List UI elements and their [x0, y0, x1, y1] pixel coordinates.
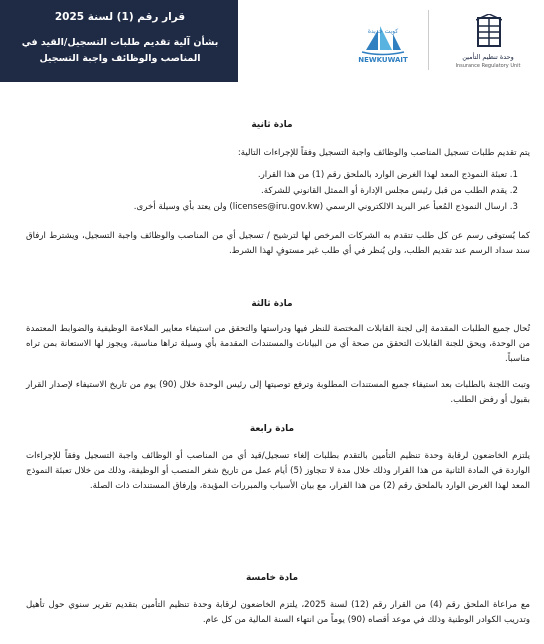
new-kuwait-arabic-label: كويت جديدة — [367, 28, 399, 35]
article-3-paragraph-2: وتبت اللجنة بالطلبات بعد استيفاء جميع المستندات المطلوبة وترفع توصيتها إلى رئيس الوحدة خلال (90) يوم من تاريخ الاستيفاء لإصدار القرار بقبول أو رفض الطلب. — [26, 380, 530, 405]
new-kuwait-english-label: NEWKUWAIT — [358, 56, 408, 64]
iru-english-label: Insurance Regulatory Unit — [455, 63, 521, 69]
article-4-title: مادة رابعة — [249, 424, 295, 434]
article-2-fee-paragraph: كما يُستوفى رسم عن كل طلب تتقدم به الشركات المرخص لها لترشيح / تسجيل أي من المناصب والوظائف واجبة التسجيل، ويشترط ارفاق سند سداد الرسم عند تقديم الطلب، ولن يُنظر في أي طلب غير مستوفٍ لهذا الشرط. — [26, 231, 530, 256]
header-title-bar — [0, 0, 238, 82]
iru-building-logo-icon — [476, 14, 502, 48]
article-5-title: مادة خامسة — [245, 573, 299, 583]
decision-title: قرار رقم (1) لسنة 2025 — [54, 11, 186, 23]
page-header — [0, 0, 544, 82]
article-2-title: مادة ثانية — [251, 120, 293, 130]
article-3-paragraph-1: تُحال جميع الطلبات المقدمة إلى لجنة القابلات المختصة للنظر فيها ودراستها والتحقق من استيفاء معايير الملاءمة الوظيفية والضوابط المعتمدة من الوحدة، ويحق للجنة القابلات التحقق من صحة أي من البيانات والمستندات المقدمة بأي وسيلة تراها مناسبة، ويجوز لها الاستعانة بمن تراه مناسباً. — [26, 324, 530, 364]
article-2-item-3: 3. ارسال النموذج المُعبأ عبر البريد الالكتروني الرسمي (licenses@iru.gov.kw) ولن يعتد بأي وسيلة أخرى. — [133, 202, 518, 212]
decision-subject: بشأن آلية تقديم طلبات التسجيل/القيد في المناصب والوظائف واجبة التسجيل — [21, 37, 219, 64]
article-5-paragraph: مع مراعاة الملحق رقم (4) من القرار رقم (12) لسنة 2025، يلتزم الخاضعون لرقابة وحدة تنظيم التأمين بتقديم تقرير سنوي حول تأهيل وتدريب الكوادر الوطنية وذلك في موعد أقصاه (90) يوماً من انتهاء السنة المالية من كل عام. — [26, 600, 531, 625]
article-2-item-2: 2. يقدم الطلب من قبل رئيس مجلس الإدارة أو الممثل القانوني للشركة. — [261, 186, 518, 196]
article-2-intro: يتم تقديم طلبات تسجيل المناصب والوظائف واجبة التسجيل وفقاً للإجراءات التالية: — [237, 148, 530, 158]
article-2-item-1: 1. تعبئة النموذج المعد لهذا الغرض الوارد بالملحق رقم (1) من هذا القرار. — [257, 170, 518, 180]
logo-divider — [428, 10, 429, 70]
article-4-paragraph: يلتزم الخاضعون لرقابة وحدة تنظيم التأمين بالتقدم بطلبات إلغاء تسجيل/قيد أي من المناصب أو الوظائف واجبة التسجيل وفقاً للإجراءات الواردة في المادة الثانية من هذا القرار وذلك خلال مدة لا تتجاوز (5) أيام عمل من تاريخ شغر المنصب أو الوظيفة، وذلك من خلال تعبئة النموذج المعد لهذا الغرض الوارد بالملحق رقم (2) من هذا القرار، مع بيان الأسباب والمبررات المؤيدة، وإرفاق المستندات ذات الصلة. — [26, 451, 530, 491]
article-3-title: مادة ثالثة — [251, 299, 293, 309]
iru-arabic-label: وحدة تنظيم التأمين — [462, 53, 514, 61]
